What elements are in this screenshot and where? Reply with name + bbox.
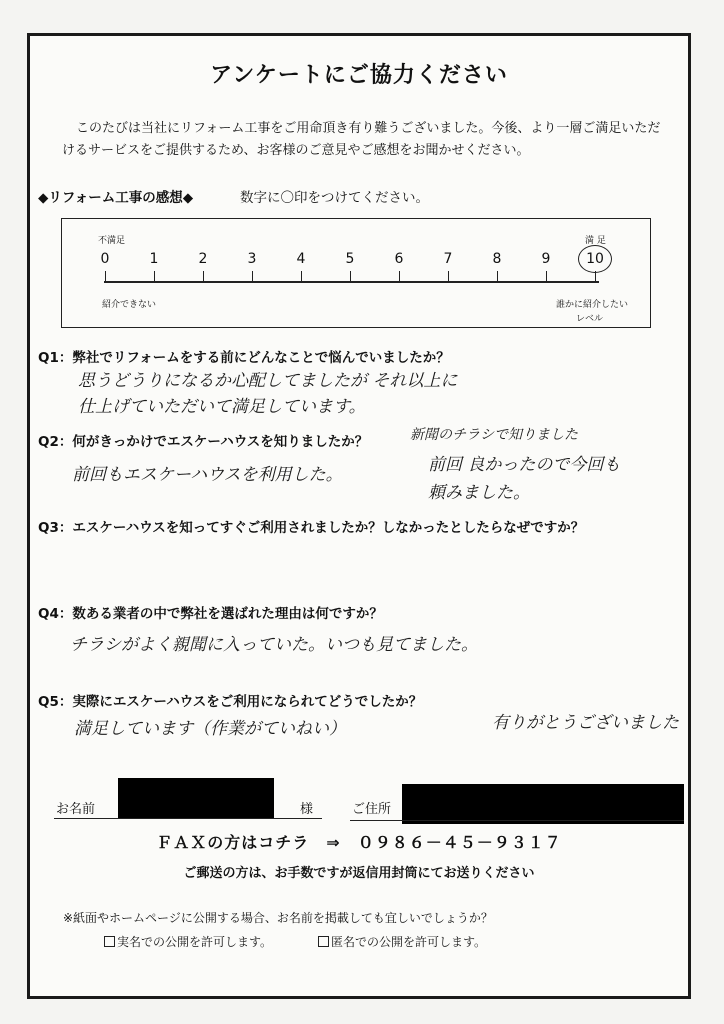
scale-left-top-label: 不満足 bbox=[98, 236, 126, 246]
name-label: お名前 bbox=[56, 802, 96, 817]
answer-2-line-3: 前回 良かったので今回も bbox=[428, 455, 621, 475]
scale-left-bottom-label: 紹介できない bbox=[102, 300, 157, 310]
scale-number-6[interactable]: 6 bbox=[394, 251, 404, 267]
fax-number: ＦＡＸの方はコチラ ⇒ ０９８６－４５－９３１７ bbox=[156, 833, 562, 852]
scale-number-7[interactable]: 7 bbox=[443, 251, 453, 267]
answer-1-line-1: 思うどうりになるか心配してましたが それ以上に bbox=[78, 371, 458, 391]
question-5: Q5：実際にエスケーハウスをご利用になられてどうでしたか？ bbox=[38, 694, 423, 710]
answer-5-line-2: 有りがとうございました bbox=[492, 713, 679, 733]
publish-question: ※紙面やホームページに公開する場合、お名前を掲載しても宜しいでしょうか？ bbox=[63, 911, 493, 925]
scale-tick bbox=[203, 271, 204, 281]
address-redaction bbox=[402, 784, 684, 824]
question-2: Q2：何がきっかけでエスケーハウスを知りましたか？ bbox=[38, 434, 369, 450]
option-anonymous-label: 匿名での公開を許可します。 bbox=[331, 935, 487, 949]
checkbox-real-name[interactable] bbox=[104, 936, 115, 947]
scale-number-10[interactable]: 10 bbox=[586, 251, 604, 267]
intro-text: このたびは当社にリフォーム工事をご用命頂き有り難うございました。今後、より一層ご満足いただけるサービスをご提供するため、お客様のご意見やご感想をお聞かせください。 bbox=[62, 121, 661, 158]
scale-number-2[interactable]: 2 bbox=[198, 251, 208, 267]
checkbox-anonymous[interactable] bbox=[318, 936, 329, 947]
option-real-name[interactable] bbox=[104, 933, 272, 950]
option-anonymous[interactable] bbox=[318, 933, 486, 950]
name-suffix: 様 bbox=[300, 802, 314, 817]
selected-circle-mark bbox=[578, 245, 612, 273]
name-redaction bbox=[118, 778, 274, 818]
answer-2-line-2: 前回もエスケーハウスを利用した。 bbox=[72, 465, 343, 485]
scale-tick bbox=[154, 271, 155, 281]
answer-2-line-4: 頼みました。 bbox=[428, 483, 530, 503]
scale-tick bbox=[252, 271, 253, 281]
scale-tick bbox=[399, 271, 400, 281]
scale-number-4[interactable]: 4 bbox=[296, 251, 306, 267]
question-1: Q1：弊社でリフォームをする前にどんなことで悩んでいましたか？ bbox=[38, 350, 450, 366]
scale-tick bbox=[350, 271, 351, 281]
scale-right-bottom-label-1: 誰かに紹介したい bbox=[556, 300, 629, 310]
scale-tick bbox=[595, 271, 596, 281]
scale-right-bottom-label-2: レベル bbox=[576, 314, 604, 324]
scale-tick bbox=[301, 271, 302, 281]
survey-sheet bbox=[27, 33, 691, 999]
scale-tick bbox=[448, 271, 449, 281]
scale-number-8[interactable]: 8 bbox=[492, 251, 502, 267]
name-underline bbox=[54, 818, 322, 819]
page-title: アンケートにご協力ください bbox=[210, 63, 508, 88]
address-label: ご住所 bbox=[352, 802, 392, 817]
scale-number-1[interactable]: 1 bbox=[149, 251, 159, 267]
scale-tick bbox=[497, 271, 498, 281]
answer-5-line-1: 満足しています（作業がていねい） bbox=[74, 719, 346, 739]
scale-axis bbox=[104, 281, 599, 283]
answer-4-line-1: チラシがよく親聞に入っていた。いつも見てました。 bbox=[70, 635, 478, 655]
address-underline bbox=[350, 820, 684, 821]
mail-note: ご郵送の方は、お手数ですが返信用封筒にてお送りください bbox=[183, 866, 535, 881]
scale-number-5[interactable]: 5 bbox=[345, 251, 355, 267]
scale-number-9[interactable]: 9 bbox=[541, 251, 551, 267]
scale-number-0[interactable]: 0 bbox=[100, 251, 110, 267]
question-3: Q3：エスケーハウスを知ってすぐご利用されましたか？しなかったとしたらなぜですか？ bbox=[38, 520, 585, 536]
scale-tick bbox=[105, 271, 106, 281]
option-real-name-label: 実名での公開を許可します。 bbox=[117, 935, 273, 949]
section-heading: ◆リフォーム工事の感想◆ bbox=[38, 190, 194, 206]
scale-number-3[interactable]: 3 bbox=[247, 251, 257, 267]
scale-right-top-label: 満 足 bbox=[585, 236, 606, 246]
scale-tick bbox=[546, 271, 547, 281]
answer-1-line-2: 仕上げていただいて満足しています。 bbox=[78, 397, 366, 417]
question-4: Q4：数ある業者の中で弊社を選ばれた理由は何ですか？ bbox=[38, 606, 383, 622]
satisfaction-scale bbox=[61, 218, 651, 328]
section-instruction: 数字に〇印をつけてください。 bbox=[240, 190, 429, 206]
answer-2-line-1: 新聞のチラシで知りました bbox=[410, 427, 578, 443]
